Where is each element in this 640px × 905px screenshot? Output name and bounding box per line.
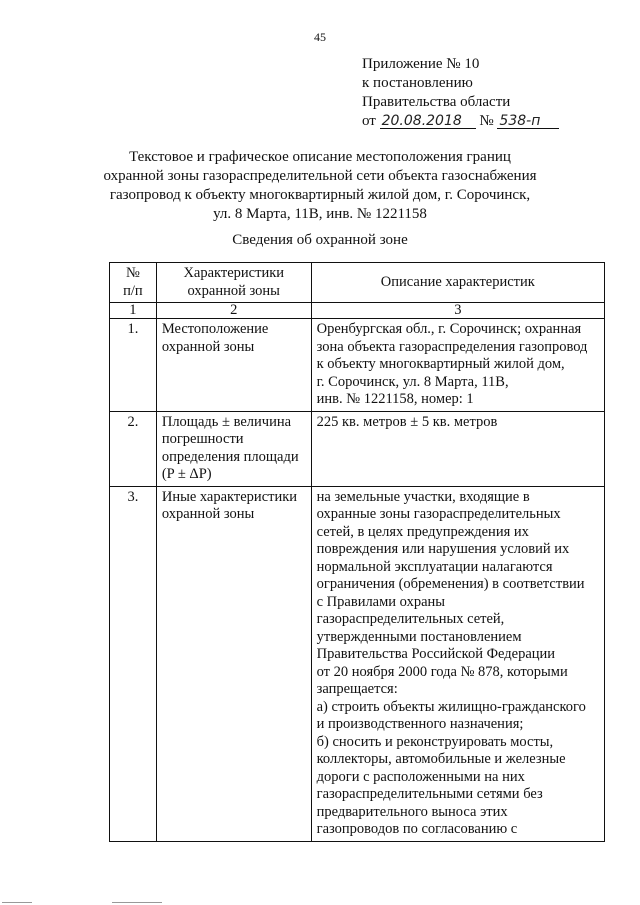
- description-line: зона объекта газораспределения газопровод: [316, 338, 588, 355]
- description-line: г. Сорочинск, ул. 8 Марта, 11В,: [316, 373, 509, 390]
- row-characteristic: [156, 486, 311, 841]
- appendix-date-line: [362, 112, 559, 131]
- description-line: на земельные участки, входящие в: [316, 488, 530, 505]
- row-description: [311, 486, 604, 841]
- column-number-row: [110, 303, 605, 319]
- row-description: [311, 319, 604, 412]
- characteristic-line: охранной зоны: [161, 338, 255, 355]
- footer-mark: [2, 902, 32, 903]
- description-line: повреждения или нарушения условий их: [316, 541, 570, 557]
- characteristic-line: Местоположение: [161, 321, 269, 337]
- footer-marks: [0, 900, 640, 903]
- table-header-row: [110, 263, 605, 303]
- description-line: утвержденными постановлением: [316, 628, 522, 645]
- header-number-l2: п/п: [123, 282, 143, 299]
- col-number-2: 2: [156, 303, 311, 319]
- description-line: газораспределительных сетей,: [316, 611, 505, 627]
- table-row: [110, 486, 605, 841]
- col-number-3: 3: [311, 303, 604, 319]
- description-line: предварительного выноса этих: [316, 803, 508, 820]
- header-char-l1: Характеристики: [183, 265, 285, 281]
- row-number: 1.: [110, 319, 157, 412]
- description-line: газораспределительными сетями без: [316, 786, 543, 802]
- description-line: от 20 ноября 2000 года № 878, которыми: [316, 663, 568, 680]
- header-char-l2: охранной зоны: [187, 282, 280, 299]
- description-line: газопроводов по согласованию с: [316, 821, 518, 837]
- handwritten-date: 20.08.2018: [380, 114, 476, 129]
- title-line-2: охранной зоны газораспределительной сети объекта газоснабжения: [103, 168, 537, 184]
- col-number-1: 1: [110, 303, 157, 319]
- table-body: [110, 319, 605, 842]
- description-line: нормальной эксплуатации налагаются: [316, 558, 553, 575]
- description-line: дороги с расположенными на них: [316, 768, 525, 785]
- description-line: 225 кв. метров ± 5 кв. метров: [316, 413, 498, 430]
- table-row: [110, 319, 605, 412]
- description-line: а) строить объекты жилищно-гражданского: [316, 698, 586, 715]
- characteristic-line: (P ± ΔP): [161, 466, 212, 482]
- document-title: [0, 148, 640, 224]
- footer-mark: [112, 902, 162, 903]
- row-characteristic: [156, 319, 311, 412]
- characteristic-line: погрешности: [161, 431, 244, 447]
- header-number: [110, 263, 157, 303]
- row-description: [311, 411, 604, 486]
- description-line: Правительства Российской Федерации: [316, 646, 556, 662]
- protection-zone-table: [109, 262, 605, 842]
- appendix-block: [362, 55, 559, 131]
- title-line-4: ул. 8 Марта, 11В, инв. № 1221158: [213, 206, 427, 222]
- description-line: запрещается:: [316, 681, 398, 697]
- description-line: б) сносить и реконструировать мосты,: [316, 733, 554, 750]
- description-line: с Правилами охраны: [316, 593, 446, 610]
- description-line: ограничения (обременения) в соответствии: [316, 576, 585, 592]
- header-description: Описание характеристик: [311, 263, 604, 303]
- description-line: инв. № 1221158, номер: 1: [316, 391, 474, 407]
- description-line: Оренбургская обл., г. Сорочинск; охранная: [316, 321, 582, 337]
- description-line: сетей, в целях предупреждения их: [316, 523, 529, 540]
- date-prefix: от: [362, 113, 376, 129]
- section-subtitle: Сведения об охранной зоне: [232, 232, 408, 248]
- description-line: к объекту многоквартирный жилой дом,: [316, 356, 565, 372]
- table-row: [110, 411, 605, 486]
- header-number-l1: №: [126, 265, 140, 281]
- row-characteristic: [156, 411, 311, 486]
- characteristic-line: Площадь ± величина: [161, 413, 292, 430]
- characteristic-line: охранной зоны: [161, 506, 255, 522]
- description-line: коллекторы, автомобильные и железные: [316, 751, 566, 767]
- page-number: 45: [314, 30, 326, 44]
- description-line: и производственного назначения;: [316, 716, 524, 732]
- title-line-1: Текстовое и графическое описание местоположения границ: [129, 149, 511, 165]
- row-number: 2.: [110, 411, 157, 486]
- header-characteristics: [156, 263, 311, 303]
- appendix-line-3: Правительства области: [362, 94, 511, 110]
- handwritten-number: 538-п: [497, 114, 559, 129]
- title-line-3: газопровод к объекту многоквартирный жилой дом, г. Сорочинск,: [109, 187, 531, 203]
- appendix-line-2: к постановлению: [362, 75, 473, 91]
- appendix-line-1: Приложение № 10: [362, 56, 480, 72]
- characteristic-line: Иные характеристики: [161, 488, 298, 505]
- number-prefix: №: [479, 113, 494, 129]
- row-number: 3.: [110, 486, 157, 841]
- characteristic-line: определения площади: [161, 448, 299, 465]
- description-line: охранные зоны газораспределительных: [316, 506, 561, 522]
